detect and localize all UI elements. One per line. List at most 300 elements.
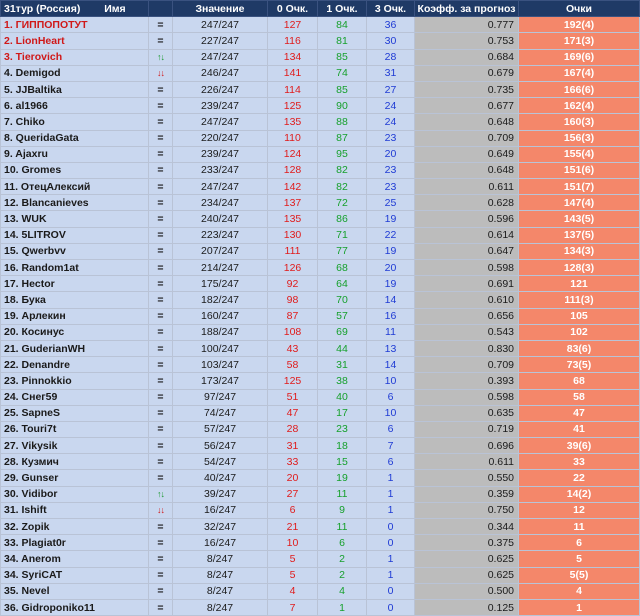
prediction-coefficient: 0.735 (415, 81, 519, 97)
prediction-coefficient: 0.679 (415, 65, 519, 81)
one-point-count: 18 (318, 438, 367, 454)
predictions-value: 246/247 (173, 65, 268, 81)
predictions-value: 160/247 (173, 308, 268, 324)
table-row (1, 162, 640, 178)
zero-points-count: 125 (268, 98, 318, 114)
trend-indicator: = (149, 33, 173, 49)
predictions-value: 8/247 (173, 583, 268, 599)
three-points-count: 10 (367, 373, 415, 389)
predictions-value: 16/247 (173, 535, 268, 551)
table-row (1, 389, 640, 405)
total-points: 5(5) (519, 567, 640, 583)
total-points: 41 (519, 421, 640, 437)
three-points-count: 30 (367, 33, 415, 49)
table-row (1, 308, 640, 324)
table-header (1, 1, 640, 17)
predictions-value: 247/247 (173, 114, 268, 130)
total-points: 143(5) (519, 211, 640, 227)
one-point-count: 15 (318, 454, 367, 470)
one-point-count: 40 (318, 389, 367, 405)
table-row (1, 98, 640, 114)
predictions-value: 227/247 (173, 33, 268, 49)
player-name: 30. Vidibor (1, 486, 149, 502)
one-point-count: 82 (318, 179, 367, 195)
zero-points-count: 43 (268, 340, 318, 356)
total-points: 169(6) (519, 49, 640, 65)
prediction-coefficient: 0.344 (415, 519, 519, 535)
table-row (1, 357, 640, 373)
three-points-count: 0 (367, 599, 415, 615)
player-name: 4. Demigod (1, 65, 149, 81)
total-points: 167(4) (519, 65, 640, 81)
zero-points-count: 137 (268, 195, 318, 211)
header-round-name (1, 1, 149, 17)
trend-indicator: = (149, 454, 173, 470)
player-name: 20. Косинус (1, 324, 149, 340)
total-points: 155(4) (519, 146, 640, 162)
total-points: 5 (519, 551, 640, 567)
table-row (1, 567, 640, 583)
total-points: 14(2) (519, 486, 640, 502)
trend-indicator: = (149, 81, 173, 97)
predictions-value: 57/247 (173, 421, 268, 437)
one-point-count: 6 (318, 535, 367, 551)
player-name: 14. 5LITROV (1, 227, 149, 243)
table-body (1, 17, 640, 616)
player-name: 6. al1966 (1, 98, 149, 114)
table-row (1, 195, 640, 211)
zero-points-count: 87 (268, 308, 318, 324)
player-name: 35. Nevel (1, 583, 149, 599)
trend-indicator: = (149, 405, 173, 421)
total-points: 12 (519, 502, 640, 518)
predictions-value: 226/247 (173, 81, 268, 97)
prediction-coefficient: 0.753 (415, 33, 519, 49)
zero-points-count: 33 (268, 454, 318, 470)
one-point-count: 77 (318, 243, 367, 259)
zero-points-count: 98 (268, 292, 318, 308)
prediction-coefficient: 0.691 (415, 276, 519, 292)
three-points-count: 23 (367, 130, 415, 146)
zero-points-count: 92 (268, 276, 318, 292)
prediction-coefficient: 0.648 (415, 162, 519, 178)
trend-indicator: ↑↓ (149, 486, 173, 502)
player-name: 34. Anerom (1, 551, 149, 567)
zero-points-count: 5 (268, 567, 318, 583)
prediction-coefficient: 0.684 (415, 49, 519, 65)
prediction-coefficient: 0.830 (415, 340, 519, 356)
prediction-coefficient: 0.393 (415, 373, 519, 389)
zero-points-count: 51 (268, 389, 318, 405)
trend-indicator: = (149, 340, 173, 356)
three-points-count: 11 (367, 324, 415, 340)
three-points-count: 7 (367, 438, 415, 454)
total-points: 151(6) (519, 162, 640, 178)
predictions-value: 214/247 (173, 260, 268, 276)
three-points-count: 0 (367, 583, 415, 599)
three-points-count: 0 (367, 519, 415, 535)
player-name: 8. QueridaGata (1, 130, 149, 146)
trend-indicator: = (149, 179, 173, 195)
one-point-count: 85 (318, 49, 367, 65)
total-points: 39(6) (519, 438, 640, 454)
three-points-count: 14 (367, 292, 415, 308)
predictions-value: 8/247 (173, 567, 268, 583)
trend-indicator: = (149, 130, 173, 146)
prediction-coefficient: 0.125 (415, 599, 519, 615)
player-name: 27. Vikysik (1, 438, 149, 454)
player-name: 25. SapneS (1, 405, 149, 421)
predictions-value: 173/247 (173, 373, 268, 389)
one-point-count: 44 (318, 340, 367, 356)
player-name: 33. Plagiat0r (1, 535, 149, 551)
predictions-value: 247/247 (173, 49, 268, 65)
zero-points-count: 28 (268, 421, 318, 437)
one-point-count: 85 (318, 81, 367, 97)
one-point-count: 70 (318, 292, 367, 308)
zero-points-count: 5 (268, 551, 318, 567)
three-points-count: 22 (367, 227, 415, 243)
total-points: 162(4) (519, 98, 640, 114)
total-points: 105 (519, 308, 640, 324)
zero-points-count: 134 (268, 49, 318, 65)
one-point-count: 72 (318, 195, 367, 211)
table-row (1, 146, 640, 162)
trend-indicator: ↓↓ (149, 65, 173, 81)
prediction-coefficient: 0.611 (415, 179, 519, 195)
zero-points-count: 7 (268, 599, 318, 615)
table-row (1, 81, 640, 97)
trend-indicator: = (149, 535, 173, 551)
predictions-value: 234/247 (173, 195, 268, 211)
table-row (1, 502, 640, 518)
zero-points-count: 110 (268, 130, 318, 146)
trend-indicator: = (149, 308, 173, 324)
three-points-count: 20 (367, 260, 415, 276)
table-row (1, 519, 640, 535)
one-point-count: 57 (318, 308, 367, 324)
prediction-coefficient: 0.628 (415, 195, 519, 211)
player-name: 19. Арлекин (1, 308, 149, 324)
one-point-count: 68 (318, 260, 367, 276)
one-point-count: 38 (318, 373, 367, 389)
three-points-count: 6 (367, 389, 415, 405)
three-points-count: 14 (367, 357, 415, 373)
table-row (1, 373, 640, 389)
trend-indicator: = (149, 551, 173, 567)
one-point-count: 11 (318, 519, 367, 535)
zero-points-count: 111 (268, 243, 318, 259)
prediction-coefficient: 0.598 (415, 260, 519, 276)
predictions-value: 74/247 (173, 405, 268, 421)
prediction-coefficient: 0.696 (415, 438, 519, 454)
total-points: 134(3) (519, 243, 640, 259)
prediction-coefficient: 0.719 (415, 421, 519, 437)
one-point-count: 23 (318, 421, 367, 437)
total-points: 22 (519, 470, 640, 486)
three-points-count: 0 (367, 535, 415, 551)
table-row (1, 340, 640, 356)
prediction-coefficient: 0.596 (415, 211, 519, 227)
total-points: 47 (519, 405, 640, 421)
predictions-value: 97/247 (173, 389, 268, 405)
table-row (1, 227, 640, 243)
zero-points-count: 31 (268, 438, 318, 454)
trend-indicator: = (149, 292, 173, 308)
total-points: 147(4) (519, 195, 640, 211)
prediction-coefficient: 0.625 (415, 567, 519, 583)
zero-points-count: 124 (268, 146, 318, 162)
header-pts0: 0 Очк. (268, 1, 318, 17)
three-points-count: 6 (367, 421, 415, 437)
table-row (1, 535, 640, 551)
one-point-count: 1 (318, 599, 367, 615)
predictions-value: 175/247 (173, 276, 268, 292)
player-name: 16. Random1at (1, 260, 149, 276)
zero-points-count: 4 (268, 583, 318, 599)
header-coef: Коэфф. за прогноз (415, 1, 519, 17)
trend-indicator: = (149, 146, 173, 162)
one-point-count: 64 (318, 276, 367, 292)
table-row (1, 438, 640, 454)
player-name: 28. Кузмич (1, 454, 149, 470)
table-row (1, 17, 640, 33)
one-point-count: 82 (318, 162, 367, 178)
zero-points-count: 116 (268, 33, 318, 49)
total-points: 171(3) (519, 33, 640, 49)
header-value: Значение (173, 1, 268, 17)
table-row (1, 49, 640, 65)
total-points: 111(3) (519, 292, 640, 308)
three-points-count: 13 (367, 340, 415, 356)
predictions-value: 182/247 (173, 292, 268, 308)
header-pts1: 1 Очк. (318, 1, 367, 17)
zero-points-count: 142 (268, 179, 318, 195)
three-points-count: 23 (367, 179, 415, 195)
player-name: 11. ОтецАлексий (1, 179, 149, 195)
predictions-value: 40/247 (173, 470, 268, 486)
table-row (1, 260, 640, 276)
predictions-value: 239/247 (173, 98, 268, 114)
zero-points-count: 10 (268, 535, 318, 551)
prediction-coefficient: 0.656 (415, 308, 519, 324)
header-trend (149, 1, 173, 17)
one-point-count: 95 (318, 146, 367, 162)
prediction-coefficient: 0.625 (415, 551, 519, 567)
three-points-count: 16 (367, 308, 415, 324)
one-point-count: 86 (318, 211, 367, 227)
table-row (1, 486, 640, 502)
predictions-value: 56/247 (173, 438, 268, 454)
table-row (1, 33, 640, 49)
zero-points-count: 135 (268, 114, 318, 130)
prediction-coefficient: 0.598 (415, 389, 519, 405)
one-point-count: 69 (318, 324, 367, 340)
trend-indicator: = (149, 519, 173, 535)
three-points-count: 1 (367, 470, 415, 486)
zero-points-count: 20 (268, 470, 318, 486)
predictions-value: 188/247 (173, 324, 268, 340)
predictions-value: 247/247 (173, 17, 268, 33)
player-name: 32. Zopik (1, 519, 149, 535)
three-points-count: 6 (367, 454, 415, 470)
three-points-count: 19 (367, 211, 415, 227)
zero-points-count: 108 (268, 324, 318, 340)
trend-indicator: = (149, 389, 173, 405)
zero-points-count: 127 (268, 17, 318, 33)
predictions-value: 16/247 (173, 502, 268, 518)
player-name: 18. Бука (1, 292, 149, 308)
table-row (1, 65, 640, 81)
player-name: 13. WUK (1, 211, 149, 227)
player-name: 24. Снег59 (1, 389, 149, 405)
one-point-count: 9 (318, 502, 367, 518)
total-points: 102 (519, 324, 640, 340)
three-points-count: 36 (367, 17, 415, 33)
player-name: 36. Gidroponiko11 (1, 599, 149, 615)
player-name: 34. SyriCAT (1, 567, 149, 583)
predictions-value: 54/247 (173, 454, 268, 470)
one-point-count: 90 (318, 98, 367, 114)
predictions-value: 8/247 (173, 551, 268, 567)
zero-points-count: 141 (268, 65, 318, 81)
player-name: 10. Gromes (1, 162, 149, 178)
prediction-coefficient: 0.359 (415, 486, 519, 502)
total-points: 160(3) (519, 114, 640, 130)
trend-indicator: = (149, 357, 173, 373)
one-point-count: 2 (318, 567, 367, 583)
total-points: 33 (519, 454, 640, 470)
predictions-value: 39/247 (173, 486, 268, 502)
one-point-count: 31 (318, 357, 367, 373)
header-name: Имя (104, 2, 126, 15)
player-name: 7. Chiko (1, 114, 149, 130)
three-points-count: 10 (367, 405, 415, 421)
trend-indicator: = (149, 243, 173, 259)
table-row (1, 276, 640, 292)
player-name: 22. Denandre (1, 357, 149, 373)
trend-indicator: = (149, 373, 173, 389)
prediction-coefficient: 0.614 (415, 227, 519, 243)
one-point-count: 71 (318, 227, 367, 243)
trend-indicator: = (149, 17, 173, 33)
predictions-value: 207/247 (173, 243, 268, 259)
total-points: 83(6) (519, 340, 640, 356)
one-point-count: 81 (318, 33, 367, 49)
predictions-value: 103/247 (173, 357, 268, 373)
three-points-count: 1 (367, 551, 415, 567)
three-points-count: 20 (367, 146, 415, 162)
one-point-count: 84 (318, 17, 367, 33)
zero-points-count: 114 (268, 81, 318, 97)
header-row (1, 1, 640, 17)
table-row (1, 211, 640, 227)
total-points: 156(3) (519, 130, 640, 146)
one-point-count: 88 (318, 114, 367, 130)
table-row (1, 454, 640, 470)
zero-points-count: 21 (268, 519, 318, 535)
player-name: 1. ГИППОПОТУТ (1, 17, 149, 33)
table-row (1, 470, 640, 486)
trend-indicator: = (149, 98, 173, 114)
one-point-count: 17 (318, 405, 367, 421)
table-row (1, 324, 640, 340)
total-points: 73(5) (519, 357, 640, 373)
trend-indicator: = (149, 599, 173, 615)
total-points: 151(7) (519, 179, 640, 195)
prediction-coefficient: 0.610 (415, 292, 519, 308)
predictions-value: 220/247 (173, 130, 268, 146)
predictions-value: 240/247 (173, 211, 268, 227)
zero-points-count: 27 (268, 486, 318, 502)
player-name: 5. JJBaltika (1, 81, 149, 97)
zero-points-count: 58 (268, 357, 318, 373)
zero-points-count: 125 (268, 373, 318, 389)
trend-indicator: = (149, 195, 173, 211)
trend-indicator: = (149, 114, 173, 130)
prediction-coefficient: 0.750 (415, 502, 519, 518)
player-name: 21. GuderianWH (1, 340, 149, 356)
table-row (1, 583, 640, 599)
trend-indicator: = (149, 162, 173, 178)
zero-points-count: 47 (268, 405, 318, 421)
one-point-count: 74 (318, 65, 367, 81)
one-point-count: 19 (318, 470, 367, 486)
player-name: 29. Gunser (1, 470, 149, 486)
player-name: 17. Hector (1, 276, 149, 292)
total-points: 128(3) (519, 260, 640, 276)
prediction-coefficient: 0.648 (415, 114, 519, 130)
predictions-value: 100/247 (173, 340, 268, 356)
one-point-count: 11 (318, 486, 367, 502)
prediction-coefficient: 0.550 (415, 470, 519, 486)
table-row (1, 179, 640, 195)
player-name: 12. Blancanieves (1, 195, 149, 211)
prediction-coefficient: 0.647 (415, 243, 519, 259)
total-points: 121 (519, 276, 640, 292)
trend-indicator: = (149, 276, 173, 292)
trend-indicator: ↑↓ (149, 49, 173, 65)
total-points: 1 (519, 599, 640, 615)
trend-indicator: = (149, 470, 173, 486)
total-points: 11 (519, 519, 640, 535)
zero-points-count: 130 (268, 227, 318, 243)
three-points-count: 1 (367, 567, 415, 583)
total-points: 192(4) (519, 17, 640, 33)
total-points: 68 (519, 373, 640, 389)
predictions-value: 32/247 (173, 519, 268, 535)
table-row (1, 243, 640, 259)
three-points-count: 24 (367, 98, 415, 114)
prediction-coefficient: 0.375 (415, 535, 519, 551)
trend-indicator: = (149, 211, 173, 227)
total-points: 6 (519, 535, 640, 551)
three-points-count: 23 (367, 162, 415, 178)
one-point-count: 4 (318, 583, 367, 599)
prediction-coefficient: 0.649 (415, 146, 519, 162)
player-name: 15. Qwerbvv (1, 243, 149, 259)
three-points-count: 19 (367, 276, 415, 292)
total-points: 4 (519, 583, 640, 599)
prediction-coefficient: 0.777 (415, 17, 519, 33)
prediction-coefficient: 0.709 (415, 130, 519, 146)
predictions-value: 233/247 (173, 162, 268, 178)
predictions-value: 247/247 (173, 179, 268, 195)
prediction-coefficient: 0.500 (415, 583, 519, 599)
table-row (1, 551, 640, 567)
prediction-coefficient: 0.543 (415, 324, 519, 340)
one-point-count: 87 (318, 130, 367, 146)
